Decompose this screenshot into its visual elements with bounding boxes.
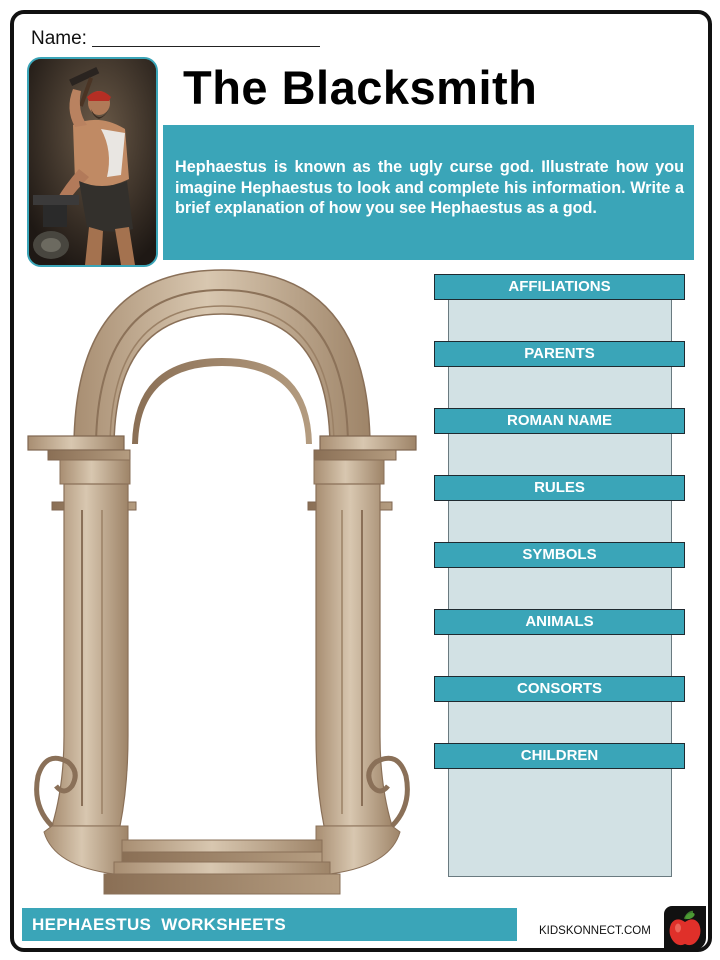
field-header-children: CHILDREN — [434, 743, 685, 769]
field-header-symbols: SYMBOLS — [434, 542, 685, 568]
apple-icon — [664, 906, 706, 950]
field-header-affiliations: AFFILIATIONS — [434, 274, 685, 300]
page-title: The Blacksmith — [183, 61, 538, 114]
info-fields-writing-area[interactable] — [448, 284, 672, 877]
field-header-roman-name: ROMAN NAME — [434, 408, 685, 434]
hephaestus-portrait — [27, 57, 158, 267]
footer-banner — [22, 908, 517, 941]
field-header-consorts: CONSORTS — [434, 676, 685, 702]
instruction-box — [163, 125, 694, 260]
arch-drawing-frame[interactable] — [24, 266, 420, 903]
name-input-line[interactable] — [92, 46, 320, 47]
field-header-parents: PARENTS — [434, 341, 685, 367]
instruction-text: Hephaestus is known as the ugly curse god. Illustrate how you imagine Hephaestus to look and complete his information. Write a brief explanation of how you see Hephaestus as a god. — [175, 158, 684, 218]
field-header-rules: RULES — [434, 475, 685, 501]
footer-site: KIDSKONNECT.COM — [539, 925, 651, 937]
field-header-animals: ANIMALS — [434, 609, 685, 635]
name-label: Name: — [31, 28, 87, 49]
footer-series-title: HEPHAESTUS WORKSHEETS — [32, 915, 287, 934]
